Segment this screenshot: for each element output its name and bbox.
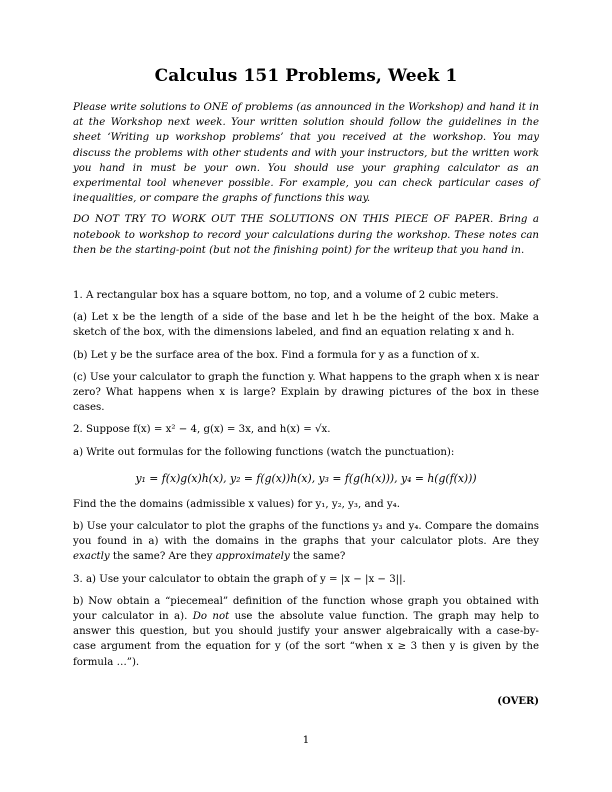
- problem3-b-start: b) Now obtain a “piecemeal” definition of the function whose graph you obtained with your calculator in a).: [73, 595, 539, 623]
- problem1-part-c: (c) Use your calculator to graph the function y. What happens to the graph when x is near zero? What happens when x is large? Explain by drawing pictures of the box in these cases.: [73, 371, 539, 414]
- emphasis-approximately: approximately: [215, 551, 290, 563]
- document-page: [73, 66, 539, 707]
- instructions-paragraph: Please write solutions to ONE of problems (as announced in the Workshop) and hand it in at the Workshop next week. Your written solution should follow the guidelines in the sheet ‘Writing up workshop problems’ that you received at the workshop. You may discuss the problems with other students and with your instructors, but the written work you hand in must be your own. You should use your graphing calculator as an experimental tool whenever possible. For example, you can check particular cases of inequalities, or compare the graphs of functions this way.: [73, 102, 539, 205]
- problem1-part-b: (b) Let y be the surface area of the box. Find a formula for y as a function of x.: [73, 349, 480, 361]
- emphasis-do-not: Do not: [192, 611, 230, 623]
- problem2-b-start: b) Use your calculator to plot the graphs of the functions y₃ and y₄. Compare the domains you found in a) with the domains in the graphs that your calculator plots. Are they: [73, 521, 539, 548]
- problem3-part-a: 3. a) Use your calculator to obtain the graph of y = |x − |x − 3||.: [73, 573, 406, 585]
- problem2-b-end: the same?: [289, 551, 346, 563]
- problem2-b-mid: the same? Are they: [109, 551, 216, 563]
- page-number: 1: [302, 734, 310, 746]
- spacer: [73, 264, 539, 288]
- problem2-lead: 2. Suppose f(x) = x² − 4, g(x) = 3x, and h(x) = √x.: [73, 424, 331, 436]
- problem2-part-b: [73, 519, 539, 565]
- display-equations: y₁ = f(x)g(x)h(x), y₂ = f(g(x))h(x), y₃ = f(g(h(x))), y₄ = h(g(f(x))): [135, 471, 477, 485]
- warning-paragraph: DO NOT TRY TO WORK OUT THE SOLUTIONS ON THIS PIECE OF PAPER. Bring a notebook to workshop to record your calculations during the workshop. These notes can then be the starting-point (but not the finishing point) for the writeup that you hand in.: [73, 214, 539, 256]
- problem2-domains: Find the the domains (admissible x values) for y₁, y₂, y₃, and y₄.: [73, 498, 400, 510]
- problem2-part-a: a) Write out formulas for the following functions (watch the punctuation):: [73, 446, 455, 458]
- over-note: (OVER): [497, 695, 539, 707]
- problem3-part-b: [73, 594, 539, 670]
- emphasis-exactly: exactly: [73, 551, 110, 563]
- problem1-lead: 1. A rectangular box has a square bottom, no top, and a volume of 2 cubic meters.: [73, 290, 499, 302]
- page-title: Calculus 151 Problems, Week 1: [154, 66, 458, 86]
- problem1-part-a: (a) Let x be the length of a side of the base and let h be the height of the box. Make a sketch of the box, with the dimensions labeled, and find an equation relating x and h.: [73, 312, 539, 339]
- problem3-b-end: use the absolute value function. The graph may help to answer this question, but you should justify your answer algebraically with a case-by-case argument from the equation for y (of the sort “when x ≥ 3 then y is given by the formula …”).: [73, 611, 539, 668]
